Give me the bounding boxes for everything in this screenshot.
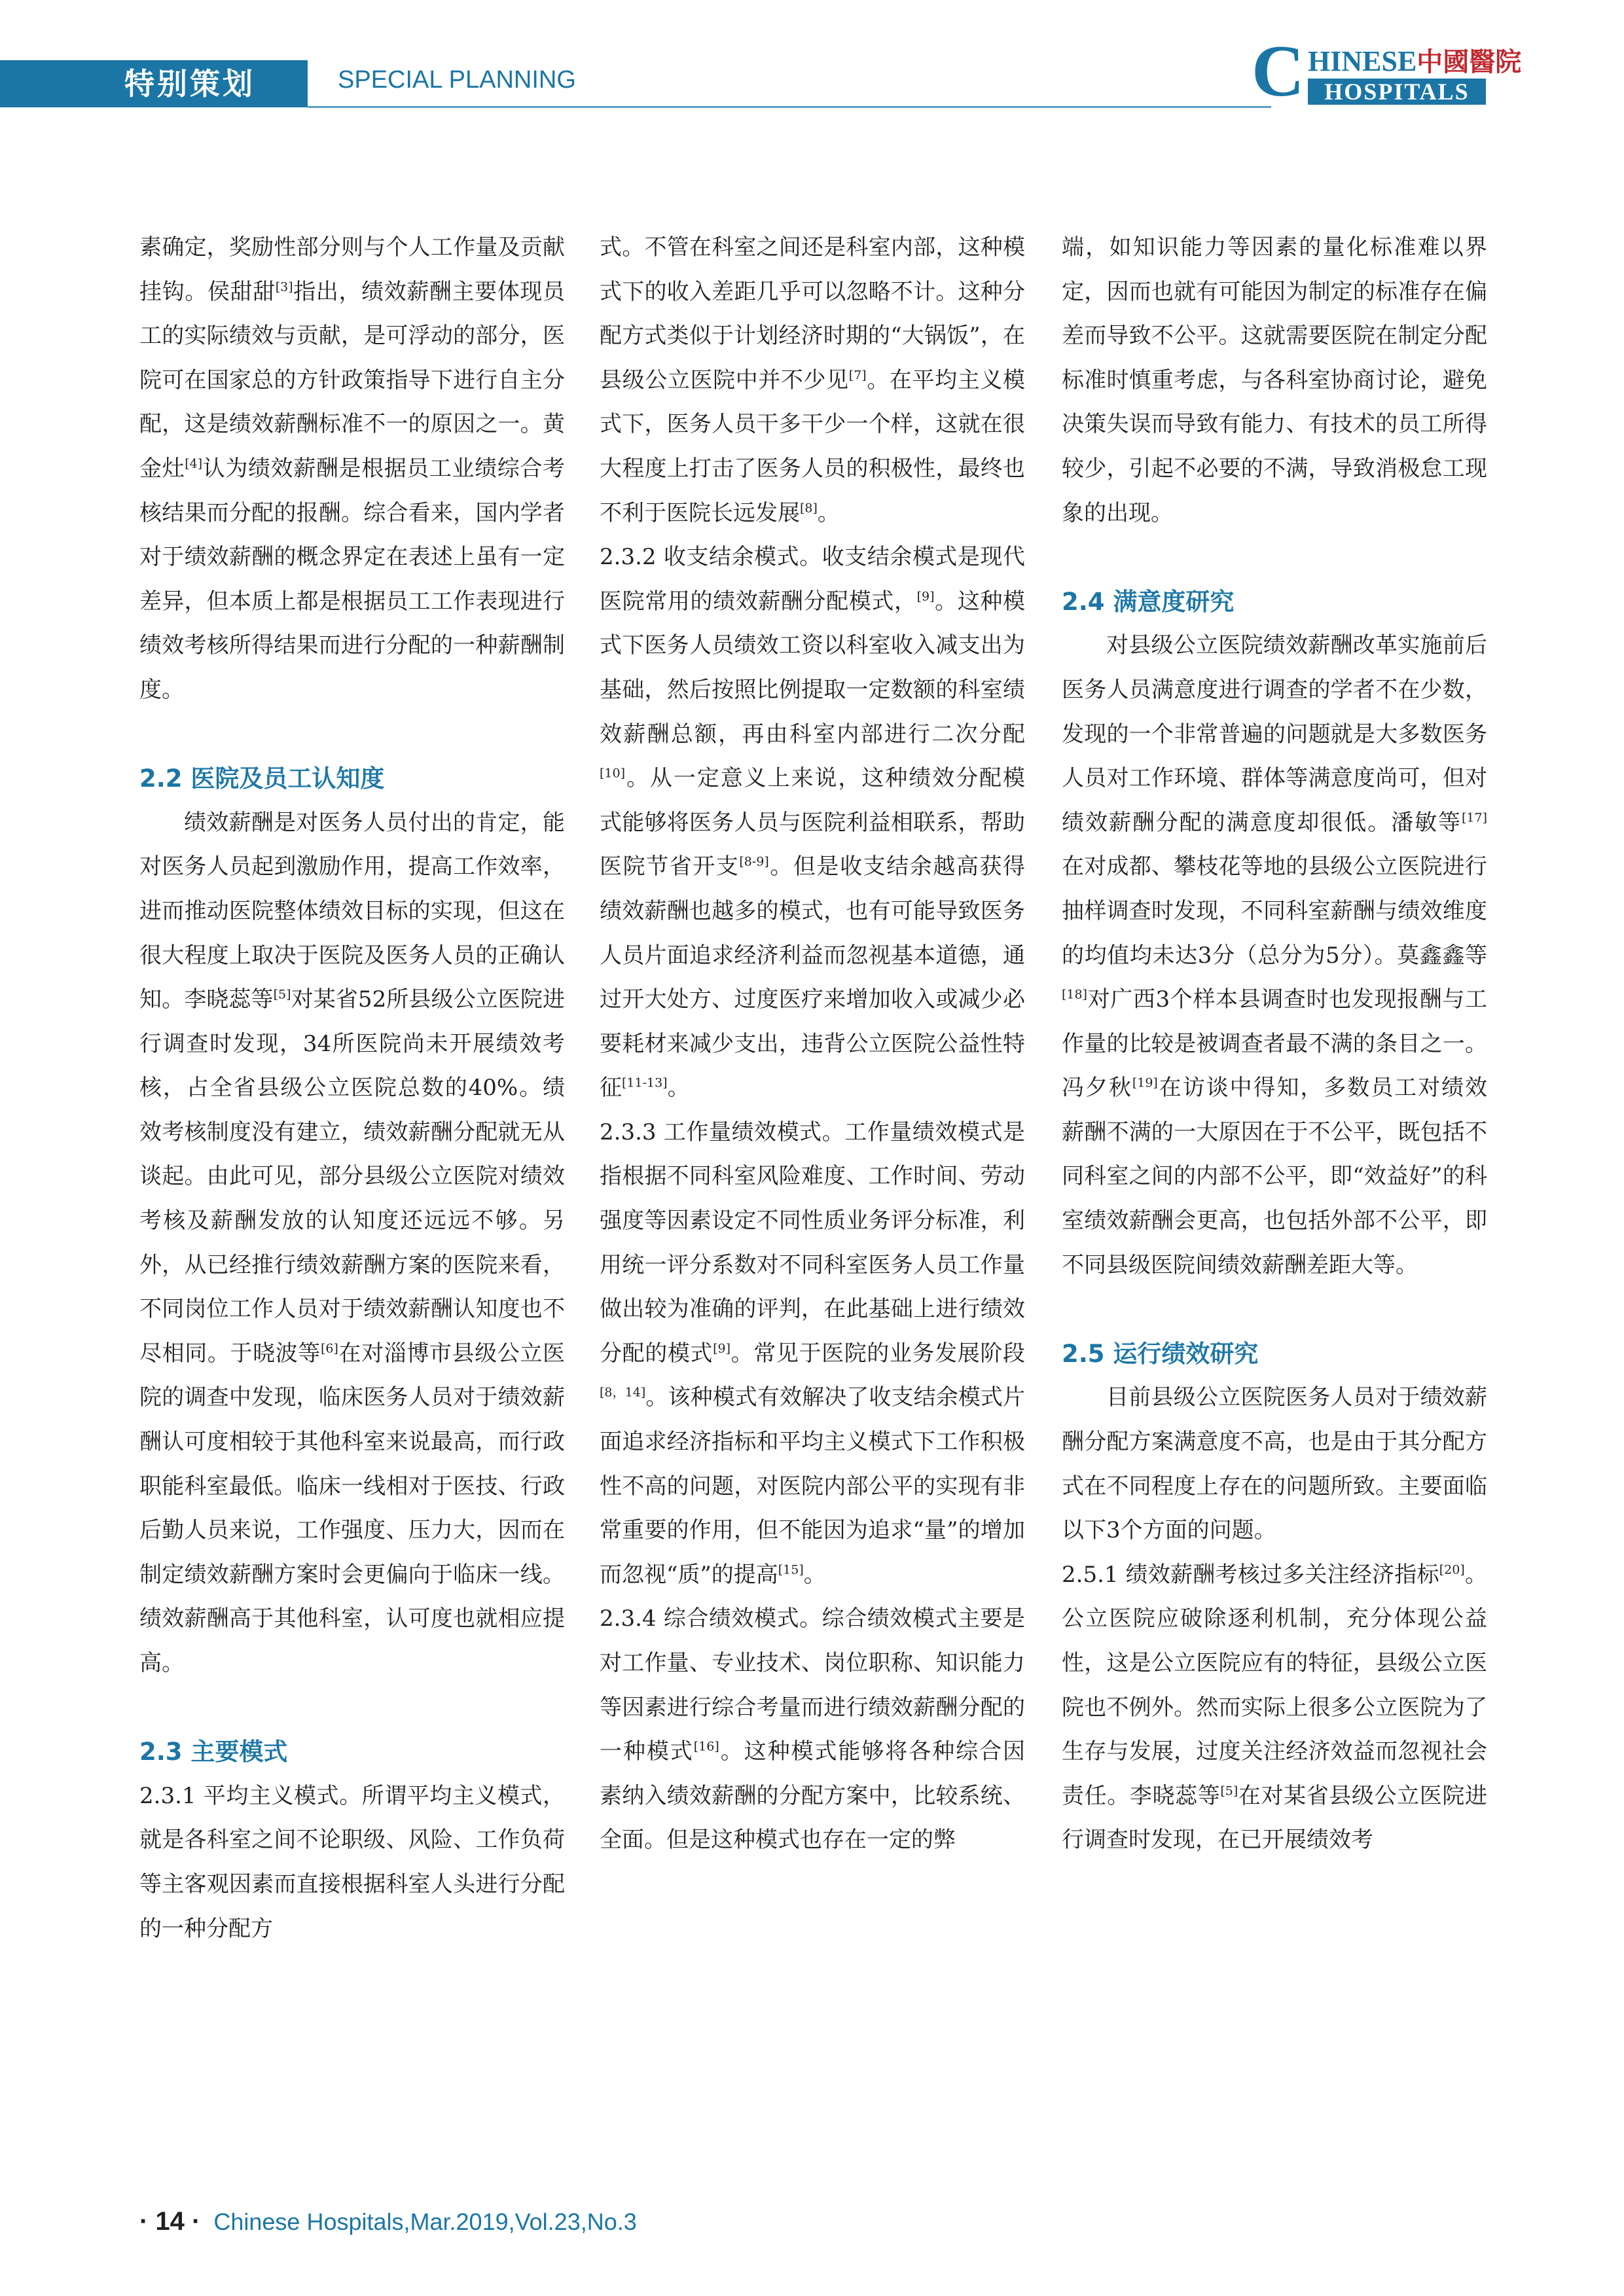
- spacer: [1062, 535, 1487, 580]
- citation: [9]: [713, 1341, 731, 1356]
- citation: [18]: [1062, 987, 1088, 1002]
- logo-top-line: [1308, 46, 1521, 78]
- paragraph: 端，如知识能力等因素的量化标准难以界定，因而也就有可能因为制定的标准存在偏差而导致不公平。这就需要医院在制定分配标准时慎重考虑，与各科室协商讨论，避免决策失误而导致有能力、有技术的员工所得较少，引起不必要的不满，导致消极怠工现象的出现。: [1062, 234, 1487, 526]
- text: 。: [667, 1075, 690, 1102]
- text: 。从一定意义上来说，这种绩效分配模式能够将医务人员与医院利益相联系，帮助医院节省开支: [600, 765, 1025, 880]
- text: 。: [817, 499, 840, 526]
- citation: [6]: [320, 1341, 338, 1356]
- logo-letter: C: [1252, 31, 1305, 112]
- text: 在访谈中得知，多数员工对绩效薪酬不满的一大原因在于不公平，既包括不同科室之间的内部不公平，即“效益好”的科室绩效薪酬会更高，也包括外部不公平，即不同县级医院间绩效薪酬差距大等。: [1062, 1075, 1488, 1278]
- spacer: [139, 1686, 565, 1731]
- section-heading-2-5: 2.5 运行绩效研究: [1062, 1339, 1259, 1368]
- citation: [17]: [1461, 810, 1487, 825]
- text: 。但是收支结余越高获得绩效薪酬也越多的模式，也有可能导致医务人员片面追求经济利益而忽视基本道德，通过开大处方、过度医疗来增加收入或减少必要耗材来减少支出，违背公立医院公益性特征: [600, 853, 1026, 1102]
- section-heading-2-3: 2.3 主要模式: [139, 1738, 288, 1767]
- citation: [8，14]: [600, 1386, 646, 1401]
- section-title-cn: 特别策划: [124, 66, 255, 101]
- citation: [10]: [600, 766, 626, 781]
- paragraph: [600, 535, 1025, 1111]
- text: 2.3.2 收支结余模式。收支结余模式是现代医院常用的绩效薪酬分配模式，: [600, 544, 1025, 615]
- text: 素确定，奖励性部分则与个人工作量及贡献挂钩。侯甜甜: [139, 234, 565, 305]
- section-heading-2-2: 2.2 医院及员工认知度: [139, 764, 385, 793]
- page-footer: [139, 2207, 637, 2236]
- logo-bottom-band: HOSPITALS: [1308, 79, 1486, 105]
- text: 对广西3个样本县调查时也发现报酬与工作量的比较是被调查者最不满的条目之一。冯夕秋: [1062, 986, 1487, 1102]
- text: 在对某省县级公立医院进行调查时发现，在已开展绩效考: [1062, 1782, 1488, 1854]
- paragraph: [600, 1597, 1025, 1863]
- text: 。: [803, 1561, 826, 1588]
- column-2: [600, 226, 1025, 1863]
- logo-top-en: HINESE: [1308, 45, 1417, 77]
- citation: [9]: [916, 589, 935, 604]
- text: 对某省52所县级公立医院进行调查时发现，34所医院尚未开展绩效考核，占全省县级公立医院总数的40%。绩效考核制度没有建立，绩效薪酬分配就无从谈起。由此可见，部分县级公立医院对绩效考核及薪酬发放的认知度还远远不够。另外，从已经推行绩效薪酬方案的医院来看，不同岗位工作人员对于绩效薪酬认知度也不尽相同。于晓波等: [139, 986, 566, 1367]
- citation: [5]: [273, 987, 291, 1002]
- citation: [8-9]: [739, 854, 769, 869]
- text: 2.3.3 工作量绩效模式。工作量绩效模式是指根据不同科室风险难度、工作时间、劳动强度等因素设定不同性质业务评分标准，利用统一评分系数对不同科室医务人员工作量做出较为准确的评判，在此基础上进行绩效分配的模式: [600, 1119, 1025, 1367]
- text: 。在平均主义模式下，医务人员干多干少一个样，这就在很大程度上打击了医务人员的积极性，最终也不利于医院长远发展: [600, 367, 1026, 526]
- text: 。这种模式下医务人员绩效工资以科室收入减支出为基础，然后按照比例提取一定数额的科室绩效薪酬总额，再由科室内部进行二次分配: [600, 588, 1026, 747]
- text: 。常见于医院的业务发展阶段: [731, 1340, 1025, 1367]
- citation: [19]: [1132, 1075, 1158, 1090]
- paragraph: [600, 1111, 1025, 1598]
- citation: [8]: [800, 501, 818, 516]
- column-1: [139, 226, 565, 1951]
- text: 对县级公立医院绩效薪酬改革实施前后医务人员满意度进行调查的学者不在少数，发现的一个非常普遍的问题就是大多数医务人员对工作环境、群体等满意度尚可，但对绩效薪酬分配的满意度却很低。潘敏等: [1062, 632, 1487, 836]
- citation: [11-13]: [622, 1075, 668, 1090]
- citation: [16]: [693, 1739, 719, 1754]
- text: 。这种模式能够将各种综合因素纳入绩效薪酬的分配方案中，比较系统、全面。但是这种模式也存在一定的弊: [600, 1738, 1026, 1854]
- text: 绩效薪酬是对医务人员付出的肯定，能对医务人员起到激励作用，提高工作效率，进而推动医院整体绩效目标的实现，但这在很大程度上取决于医院及医务人员的正确认知。李晓蕊等: [139, 809, 565, 1013]
- text: 。该种模式有效解决了收支结余模式片面追求经济指标和平均主义模式下工作积极性不高的问题，对医院内部公平的实现有非常重要的作用，但不能因为追求“量”的增加而忽视“质”的提高: [600, 1384, 1026, 1588]
- column-3: [1062, 226, 1487, 1863]
- paragraph: [139, 226, 565, 713]
- text: 在对成都、攀枝花等地的县级公立医院进行抽样调查时发现，不同科室薪酬与绩效维度的均值均未达3分（总分为5分）。莫鑫鑫等: [1062, 853, 1487, 969]
- text: 指出，绩效薪酬主要体现员工的实际绩效与贡献，是可浮动的部分，医院可在国家总的方针政策指导下进行自主分配，这是绩效薪酬标准不一的原因之一。黄金灶: [139, 278, 566, 482]
- section-heading-2-4: 2.4 满意度研究: [1062, 587, 1235, 616]
- paragraph: [1062, 1553, 1487, 1863]
- citation: [5]: [1220, 1784, 1238, 1799]
- text: 认为绩效薪酬是根据员工业绩综合考核结果而分配的报酬。综合看来，国内学者对于绩效薪酬的概念界定在表述上虽有一定差异，但本质上都是根据员工工作表现进行绩效考核所得结果而进行分配的一种薪酬制度。: [139, 455, 566, 703]
- spacer: [1062, 1287, 1487, 1332]
- citation: [4]: [185, 456, 203, 471]
- citation: [3]: [275, 279, 293, 295]
- paragraph: [139, 801, 565, 1686]
- text: 在对淄博市县级公立医院的调查中发现，临床医务人员对于绩效薪酬认可度相较于其他科室来说最高，而行政职能科室最低。临床一线相对于医技、行政后勤人员来说，工作强度、压力大，因而在制定绩效薪酬方案时会更偏向于临床一线。绩效薪酬高于其他科室，认可度也就相应提高。: [139, 1340, 566, 1676]
- journal-logo: [1252, 31, 1522, 112]
- text: 2.5.1 绩效薪酬考核过多关注经济指标: [1062, 1561, 1439, 1588]
- section-title-en: SPECIAL PLANNING: [338, 66, 576, 94]
- journal-citation: Chinese Hospitals,Mar.2019,Vol.23,No.3: [213, 2208, 637, 2235]
- paragraph: [1062, 624, 1487, 1287]
- citation: [20]: [1439, 1562, 1465, 1577]
- logo-top-cn: 中國醫院: [1416, 47, 1522, 77]
- citation: [15]: [778, 1562, 804, 1577]
- header-rule: [308, 106, 1271, 108]
- text: 式。不管在科室之间还是科室内部，这种模式下的收入差距几乎可以忽略不计。这种分配方式类似于计划经济时期的“大锅饭”，在县级公立医院中并不少见: [600, 234, 1025, 393]
- page-number: · 14 ·: [139, 2207, 201, 2236]
- citation: [7]: [848, 368, 867, 383]
- paragraph: 目前县级公立医院医务人员对于绩效薪酬分配方案满意度不高，也是由于其分配方式在不同程度上存在的问题所致。主要面临以下3个方面的问题。: [1062, 1384, 1487, 1544]
- paragraph: [600, 226, 1025, 535]
- text: 。公立医院应破除逐利机制，充分体现公益性，这是公立医院应有的特征，县级公立医院也不例外。然而实际上很多公立医院为了生存与发展，过度关注经济效益而忽视社会责任。李晓蕊等: [1062, 1561, 1487, 1809]
- text: 2.3.4 综合绩效模式。综合绩效模式主要是对工作量、专业技术、岗位职称、知识能力等因素进行综合考量而进行绩效薪酬分配的一种模式: [600, 1605, 1025, 1765]
- paragraph: 2.3.1 平均主义模式。所谓平均主义模式，就是各科室之间不论职级、风险、工作负荷等主客观因素而直接根据科室人头进行分配的一种分配方: [139, 1782, 565, 1942]
- spacer: [139, 713, 565, 757]
